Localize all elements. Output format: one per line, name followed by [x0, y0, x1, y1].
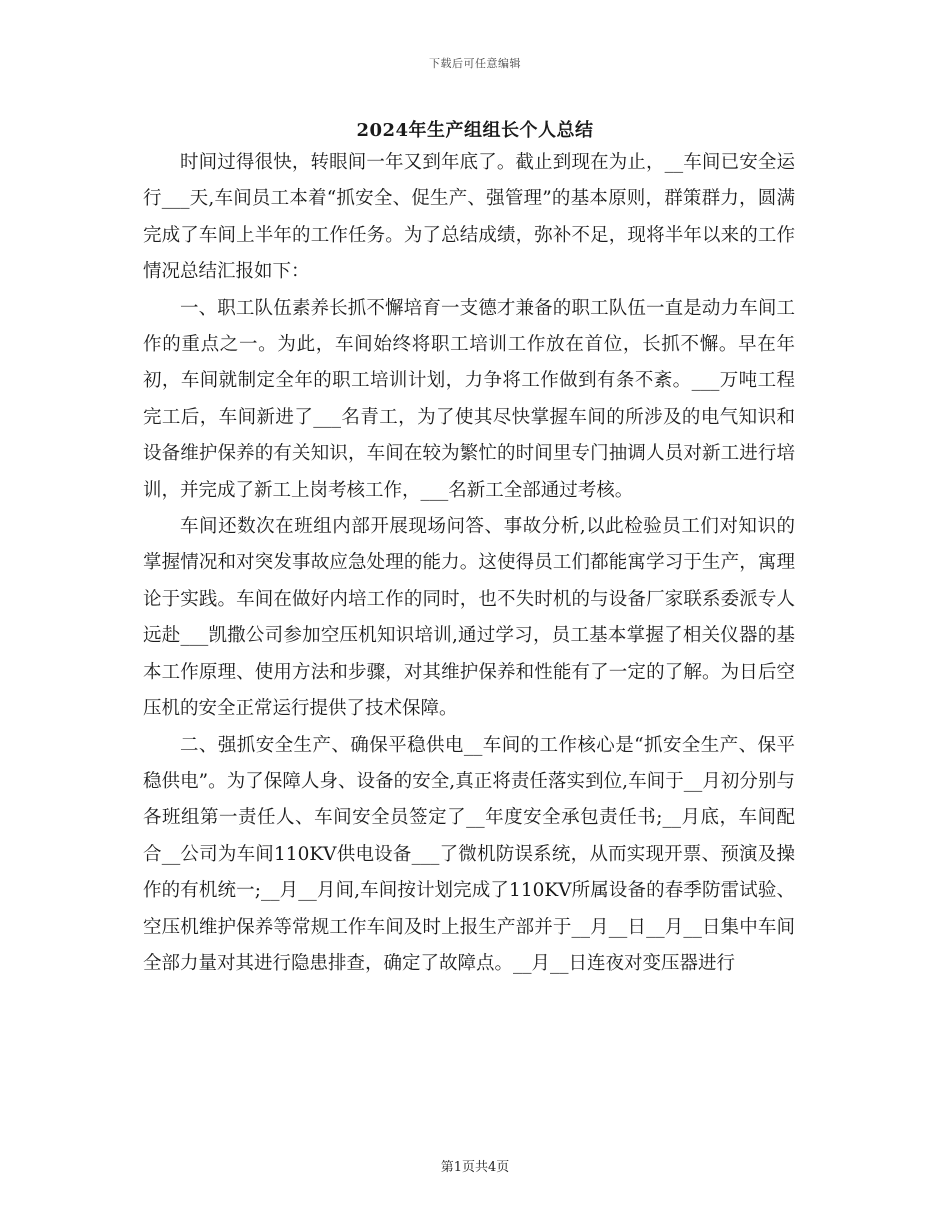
- document-title: 2024年生产组组长个人总结: [356, 120, 594, 141]
- paragraph-intro: 时间过得很快，转眼间一年又到年底了。截止到现在为止，__车间已安全运行___天,车间员工本着“抓安全、促生产、强管理”的基本原则，群策群力，圆满完成了车间上半年的工作任务。为了总结成绩，弥补不足，现将半年以来的工作情况总结汇报如下：: [143, 152, 795, 283]
- page-number: 第1页共4页: [440, 1160, 510, 1175]
- paragraph-safety-production: 二、强抓安全生产、确保平稳供电__车间的工作核心是“抓安全生产、保平稳供电”。为了保障人身、设备的安全,真正将责任落实到位,车间于__月初分别与各班组第一责任人、车间安全员签定了__年度安全承包责任书;__月底，车间配合__公司为车间110KV供电设备___了微机防误系统，从而实现开票、预演及操作的有机统一;__月__月间,车间按计划完成了110KV所属设备的春季防雷试验、空压机维护保养等常规工作车间及时上报生产部并于__月__日__月__日集中车间全部力量对其进行隐患排查，确定了故障点。__月__日连夜对变压器进行: [143, 734, 795, 974]
- paragraph-field-practice: 车间还数次在班组内部开展现场问答、事故分析,以此检验员工们对知识的掌握情况和对突发事故应急处理的能力。这使得员工们都能寓学习于生产，寓理论于实践。车间在做好内培工作的同时，也不失时机的与设备厂家联系委派专人远赴___凯撒公司参加空压机知识培训,通过学习，员工基本掌握了相关仪器的基本工作原理、使用方法和步骤，对其维护保养和性能有了一定的了解。为日后空压机的安全正常运行提供了技术保障。: [143, 516, 795, 720]
- page-header-note: 下载后可任意编辑: [429, 57, 521, 70]
- paragraph-staff-training: 一、职工队伍素养长抓不懈培育一支德才兼备的职工队伍一直是动力车间工作的重点之一。为此，车间始终将职工培训工作放在首位，长抓不懈。早在年初，车间就制定全年的职工培训计划，力争将工作做到有条不紊。___万吨工程完工后，车间新进了___名青工，为了使其尽快掌握车间的所涉及的电气知识和设备维护保养的有关知识，车间在较为繁忙的时间里专门抽调人员对新工进行培训，并完成了新工上岗考核工作，___名新工全部通过考核。: [143, 297, 795, 501]
- document-body: [143, 145, 795, 982]
